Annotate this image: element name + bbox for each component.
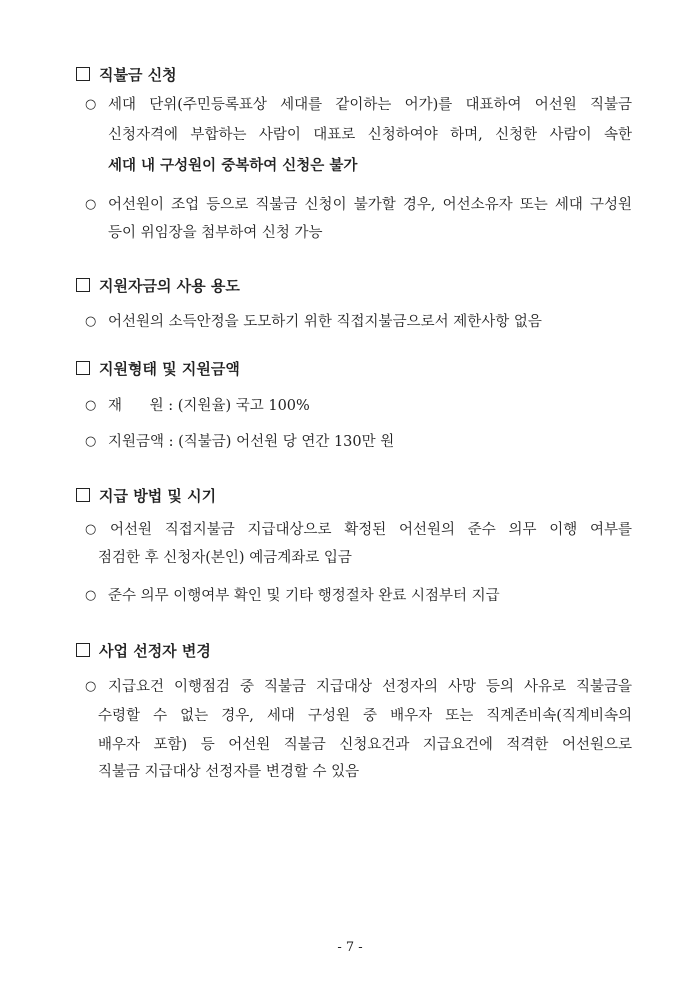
text-line: 어선원의 소득안정을 도모하기 위한 직접지불금으로서 제한사항 없음 <box>108 314 542 330</box>
text-line: 준수 의무 이행여부 확인 및 기타 행정절차 완료 시점부터 지급 <box>108 588 500 604</box>
bullet-icon: ○ <box>85 679 97 694</box>
section-heading <box>76 276 240 296</box>
bullet-icon: ○ <box>85 522 97 537</box>
text-line: 지급요건 이행점검 중 직불금 지급대상 선정자의 사망 등의 사유로 직불금을 <box>108 679 632 695</box>
bullet-icon: ○ <box>85 434 97 449</box>
heading-text: 직불금 신청 <box>99 66 177 84</box>
bullet-icon: ○ <box>85 398 97 413</box>
heading-text: 사업 선정자 변경 <box>99 642 211 660</box>
checkbox-square-icon <box>76 361 90 375</box>
bullet-icon: ○ <box>85 588 97 603</box>
checkbox-square-icon <box>76 643 90 657</box>
text-line: 재 원 : (지원율) 국고 100% <box>108 398 310 414</box>
checkbox-square-icon <box>76 278 90 292</box>
section-heading <box>76 65 177 85</box>
bullet-icon: ○ <box>85 97 97 112</box>
text-line: 등이 위임장을 첨부하여 신청 가능 <box>108 225 323 241</box>
text-line: 수령할 수 없는 경우, 세대 구성원 중 배우자 또는 직계존비속(직계비속의 <box>98 708 632 724</box>
heading-text: 지급 방법 및 시기 <box>99 487 217 505</box>
checkbox-square-icon <box>76 488 90 502</box>
text-line: 어선원 직접지불금 지급대상으로 확정된 어선원의 준수 의무 이행 여부를 <box>110 522 632 538</box>
heading-text: 지원자금의 사용 용도 <box>99 277 240 295</box>
checkbox-square-icon <box>76 67 90 81</box>
heading-text: 지원형태 및 지원금액 <box>99 360 240 378</box>
section-heading <box>76 641 211 661</box>
text-line: 신청자격에 부합하는 사람이 대표로 신청하여야 하며, 신청한 사람이 속한 <box>108 127 632 143</box>
text-line: 어선원이 조업 등으로 직불금 신청이 불가할 경우, 어선소유자 또는 세대 구성원 <box>108 197 632 213</box>
bullet-icon: ○ <box>85 197 97 212</box>
text-line: 직불금 지급대상 선정자를 변경할 수 있음 <box>98 764 360 780</box>
text-line: 점검한 후 신청자(본인) 예금계좌로 입금 <box>98 550 352 566</box>
page-number: - 7 - <box>337 940 363 955</box>
text-line-bold: 세대 내 구성원이 중복하여 신청은 불가 <box>108 157 358 174</box>
section-heading <box>76 486 216 506</box>
bullet-icon: ○ <box>85 314 97 329</box>
section-heading <box>76 359 240 379</box>
text-line: 지원금액 : (직불금) 어선원 당 연간 130만 원 <box>108 434 395 450</box>
text-line: 배우자 포함) 등 어선원 직불금 신청요건과 지급요건에 적격한 어선원으로 <box>98 737 632 753</box>
text-line: 세대 단위(주민등록표상 세대를 같이하는 어가)를 대표하여 어선원 직불금 <box>108 97 632 113</box>
